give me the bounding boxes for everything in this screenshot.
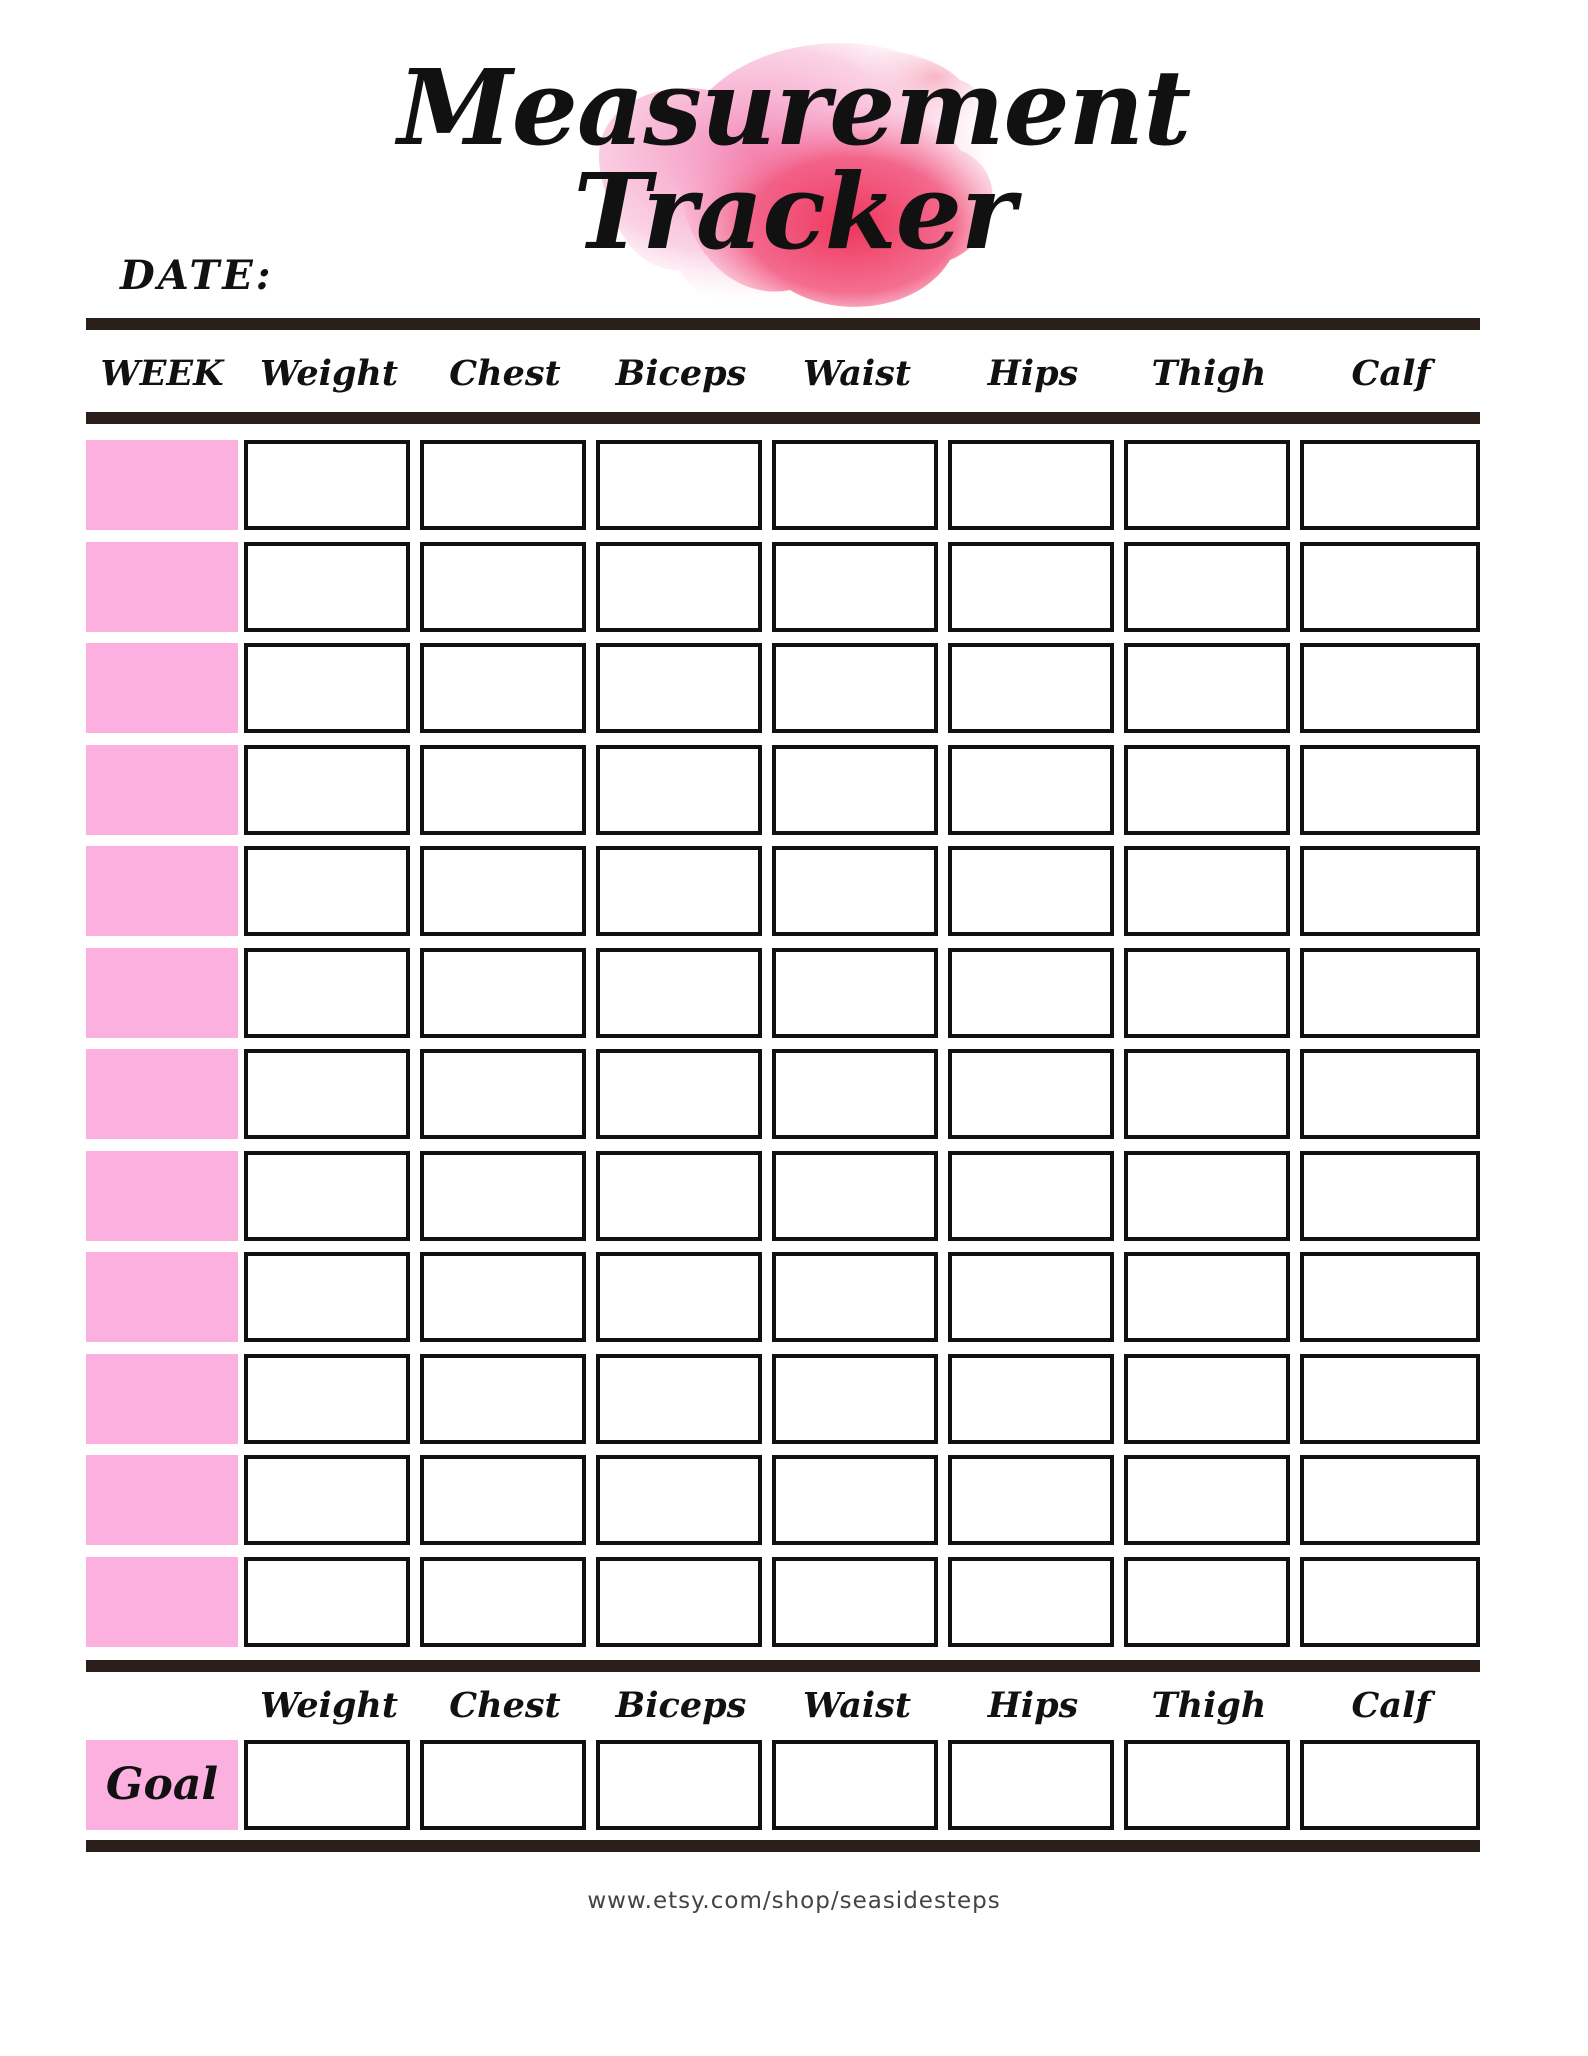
header-chest: Chest [449, 353, 561, 394]
goal-header-thigh: Thigh [1151, 1685, 1267, 1726]
goal-header-hips: Hips [987, 1685, 1079, 1726]
tracker-row [86, 1151, 1480, 1241]
week-header: WEEK [100, 353, 224, 394]
thigh-field[interactable] [1124, 948, 1290, 1038]
tracker-row [86, 542, 1480, 632]
hips-field[interactable] [948, 948, 1114, 1038]
calf-field[interactable] [1300, 1049, 1480, 1139]
waist-field[interactable] [772, 1151, 938, 1241]
weight-field[interactable] [244, 1354, 410, 1444]
calf-field[interactable] [1300, 1557, 1480, 1647]
week-cell[interactable] [86, 846, 238, 936]
week-cell[interactable] [86, 1252, 238, 1342]
biceps-field[interactable] [596, 643, 762, 733]
thigh-field[interactable] [1124, 1557, 1290, 1647]
hips-field[interactable] [948, 440, 1114, 530]
weight-field[interactable] [244, 1455, 410, 1545]
biceps-field[interactable] [596, 745, 762, 835]
chest-field[interactable] [420, 542, 586, 632]
weight-field[interactable] [244, 745, 410, 835]
tracker-row [86, 1049, 1480, 1139]
calf-field[interactable] [1300, 643, 1480, 733]
thigh-field[interactable] [1124, 1151, 1290, 1241]
goal-row [86, 1740, 1480, 1830]
tracker-row [86, 1557, 1480, 1647]
weight-field[interactable] [244, 440, 410, 530]
tracker-row [86, 1455, 1480, 1545]
calf-field[interactable] [1300, 1354, 1480, 1444]
goal-column-header-row [86, 1676, 1480, 1736]
biceps-field[interactable] [596, 1557, 762, 1647]
hips-field[interactable] [948, 846, 1114, 936]
hips-field[interactable] [948, 1252, 1114, 1342]
chest-field[interactable] [420, 440, 586, 530]
thigh-field[interactable] [1124, 1049, 1290, 1139]
week-cell[interactable] [86, 542, 238, 632]
hips-field[interactable] [948, 1455, 1114, 1545]
header-bottom-rule [86, 412, 1480, 424]
chest-field[interactable] [420, 643, 586, 733]
weight-field[interactable] [244, 643, 410, 733]
week-cell[interactable] [86, 1151, 238, 1241]
title-tracker: Tracker [573, 150, 1015, 273]
chest-field[interactable] [420, 1354, 586, 1444]
thigh-field[interactable] [1124, 1455, 1290, 1545]
calf-field[interactable] [1300, 440, 1480, 530]
hips-field[interactable] [948, 1049, 1114, 1139]
biceps-field[interactable] [596, 1252, 762, 1342]
weight-field[interactable] [244, 542, 410, 632]
week-cell[interactable] [86, 1557, 238, 1647]
goal-waist-field[interactable] [772, 1740, 938, 1830]
chest-field[interactable] [420, 1557, 586, 1647]
tracker-row [86, 846, 1480, 936]
header-biceps: Biceps [615, 353, 747, 394]
hips-field[interactable] [948, 1151, 1114, 1241]
goal-header-calf: Calf [1351, 1685, 1431, 1726]
tracker-row [86, 948, 1480, 1038]
tracker-row [86, 1252, 1480, 1342]
waist-field[interactable] [772, 745, 938, 835]
goal-chest-field[interactable] [420, 1740, 586, 1830]
tracker-row [86, 440, 1480, 530]
biceps-field[interactable] [596, 1455, 762, 1545]
tracker-row [86, 1354, 1480, 1444]
week-cell[interactable] [86, 440, 238, 530]
week-cell[interactable] [86, 745, 238, 835]
waist-field[interactable] [772, 948, 938, 1038]
waist-field[interactable] [772, 440, 938, 530]
week-cell[interactable] [86, 643, 238, 733]
waist-field[interactable] [772, 643, 938, 733]
biceps-field[interactable] [596, 1151, 762, 1241]
waist-field[interactable] [772, 1557, 938, 1647]
waist-field[interactable] [772, 1252, 938, 1342]
calf-field[interactable] [1300, 1455, 1480, 1545]
biceps-field[interactable] [596, 542, 762, 632]
goal-biceps-field[interactable] [596, 1740, 762, 1830]
thigh-field[interactable] [1124, 745, 1290, 835]
goal-header-biceps: Biceps [615, 1685, 747, 1726]
hips-field[interactable] [948, 542, 1114, 632]
column-header-row [86, 344, 1480, 404]
calf-field[interactable] [1300, 948, 1480, 1038]
weight-field[interactable] [244, 1557, 410, 1647]
goal-header-weight: Weight [259, 1685, 399, 1726]
chest-field[interactable] [420, 846, 586, 936]
calf-field[interactable] [1300, 1151, 1480, 1241]
calf-field[interactable] [1300, 846, 1480, 936]
goal-top-rule [86, 1660, 1480, 1672]
header-calf: Calf [1351, 353, 1431, 394]
chest-field[interactable] [420, 1252, 586, 1342]
tracker-row [86, 643, 1480, 733]
tracker-row [86, 745, 1480, 835]
thigh-field[interactable] [1124, 542, 1290, 632]
hips-field[interactable] [948, 1557, 1114, 1647]
footer-shop-url[interactable]: www.etsy.com/shop/seasidesteps [587, 1888, 1001, 1914]
thigh-field[interactable] [1124, 1354, 1290, 1444]
thigh-field[interactable] [1124, 846, 1290, 936]
week-cell[interactable] [86, 1354, 238, 1444]
biceps-field[interactable] [596, 948, 762, 1038]
goal-label: Goal [86, 1740, 238, 1830]
thigh-field[interactable] [1124, 643, 1290, 733]
waist-field[interactable] [772, 1049, 938, 1139]
biceps-field[interactable] [596, 1354, 762, 1444]
hips-field[interactable] [948, 745, 1114, 835]
waist-field[interactable] [772, 846, 938, 936]
calf-field[interactable] [1300, 542, 1480, 632]
biceps-field[interactable] [596, 1049, 762, 1139]
thigh-field[interactable] [1124, 440, 1290, 530]
chest-field[interactable] [420, 745, 586, 835]
chest-field[interactable] [420, 948, 586, 1038]
goal-bottom-rule [86, 1840, 1480, 1852]
hips-field[interactable] [948, 643, 1114, 733]
goal-thigh-field[interactable] [1124, 1740, 1290, 1830]
weight-field[interactable] [244, 1049, 410, 1139]
calf-field[interactable] [1300, 745, 1480, 835]
week-cell[interactable] [86, 1049, 238, 1139]
biceps-field[interactable] [596, 440, 762, 530]
weight-field[interactable] [244, 1151, 410, 1241]
goal-hips-field[interactable] [948, 1740, 1114, 1830]
chest-field[interactable] [420, 1455, 586, 1545]
chest-field[interactable] [420, 1049, 586, 1139]
weight-field[interactable] [244, 1252, 410, 1342]
hips-field[interactable] [948, 1354, 1114, 1444]
goal-header-chest: Chest [449, 1685, 561, 1726]
date-label: DATE: [120, 252, 274, 299]
biceps-field[interactable] [596, 846, 762, 936]
week-cell[interactable] [86, 1455, 238, 1545]
waist-field[interactable] [772, 542, 938, 632]
header-weight: Weight [259, 353, 399, 394]
header-top-rule [86, 318, 1480, 330]
thigh-field[interactable] [1124, 1252, 1290, 1342]
chest-field[interactable] [420, 1151, 586, 1241]
header-hips: Hips [987, 353, 1079, 394]
weight-field[interactable] [244, 846, 410, 936]
goal-calf-field[interactable] [1300, 1740, 1480, 1830]
header-thigh: Thigh [1151, 353, 1267, 394]
goal-weight-field[interactable] [244, 1740, 410, 1830]
calf-field[interactable] [1300, 1252, 1480, 1342]
waist-field[interactable] [772, 1455, 938, 1545]
weight-field[interactable] [244, 948, 410, 1038]
header-waist: Waist [802, 353, 912, 394]
waist-field[interactable] [772, 1354, 938, 1444]
title-measurement: Measurement [397, 46, 1191, 169]
goal-header-waist: Waist [802, 1685, 912, 1726]
week-cell[interactable] [86, 948, 238, 1038]
